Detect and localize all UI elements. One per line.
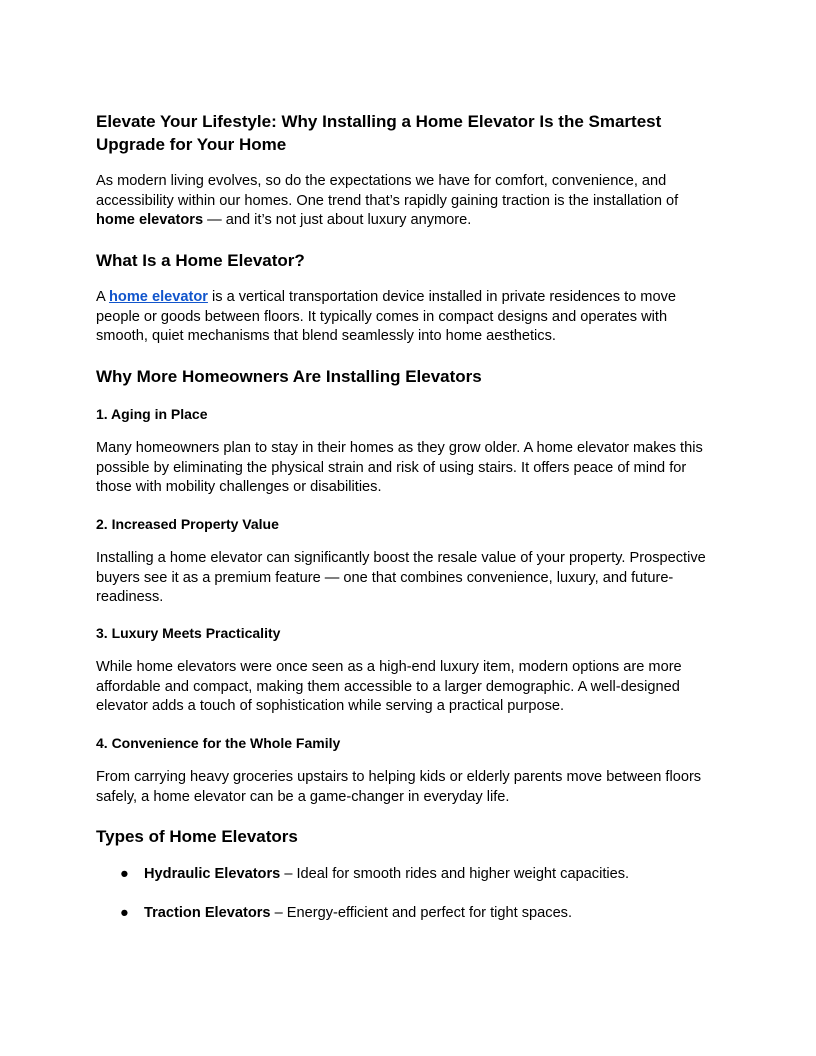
reason-title: 1. Aging in Place	[96, 406, 208, 422]
intro-paragraph	[96, 172, 720, 231]
intro-text: As modern living evolves, so do the expectations we have for comfort, convenience, and accessibility within our homes. One trend that’s rapidly gaining traction is the installation of	[96, 173, 679, 209]
heading-what-is: What Is a Home Elevator?	[96, 251, 305, 270]
type-desc: – Ideal for smooth rides and higher weight capacities.	[280, 866, 630, 882]
what-is-prefix: A	[96, 289, 109, 305]
what-is-paragraph	[96, 288, 720, 347]
bullet-icon: ●	[120, 905, 129, 921]
list-item	[96, 903, 720, 923]
intro-bold: home elevators	[96, 212, 204, 229]
document-title: Elevate Your Lifestyle: Why Installing a Home Elevator Is the Smartest Upgrade for Your Home	[96, 112, 662, 154]
bullet-icon: ●	[120, 866, 129, 882]
types-list	[96, 864, 720, 942]
reason-body: Many homeowners plan to stay in their homes as they grow older. A home elevator makes this possible by eliminating the physical strain and risk of using stairs. It offers peace of mind for those with mobility challenges or disabilities.	[96, 440, 703, 496]
heading-types: Types of Home Elevators	[96, 827, 298, 846]
intro-text-end: — and it’s not just about luxury anymore.	[203, 212, 472, 229]
reason-title: 4. Convenience for the Whole Family	[96, 735, 341, 751]
reason-title: 3. Luxury Meets Practicality	[96, 625, 281, 641]
reason-title: 2. Increased Property Value	[96, 516, 279, 532]
heading-why-more: Why More Homeowners Are Installing Elevators	[96, 367, 482, 386]
what-is-body: is a vertical transportation device installed in private residences to move people or goods between floors. It typically comes in compact designs and operates with smooth, quiet mechanisms that blend seamlessly into home aesthetics.	[96, 289, 676, 345]
reason-body: While home elevators were once seen as a high-end luxury item, modern options are more affordable and compact, making them accessible to a larger demographic. A well-designed elevator adds a touch of sophistication while serving a practical purpose.	[96, 659, 682, 715]
type-name: Traction Elevators	[144, 905, 271, 921]
home-elevator-link[interactable]: home elevator	[108, 289, 208, 305]
reason-body: Installing a home elevator can significantly boost the resale value of your property. Prospective buyers see it as a premium feature — one that combines convenience, luxury, and future-readiness.	[96, 550, 706, 606]
type-desc: – Energy-efficient and perfect for tight spaces.	[270, 905, 573, 921]
reason-body: From carrying heavy groceries upstairs to helping kids or elderly parents move between floors safely, a home elevator can be a game-changer in everyday life.	[96, 769, 702, 805]
list-item	[96, 864, 720, 884]
type-name: Hydraulic Elevators	[144, 866, 281, 882]
